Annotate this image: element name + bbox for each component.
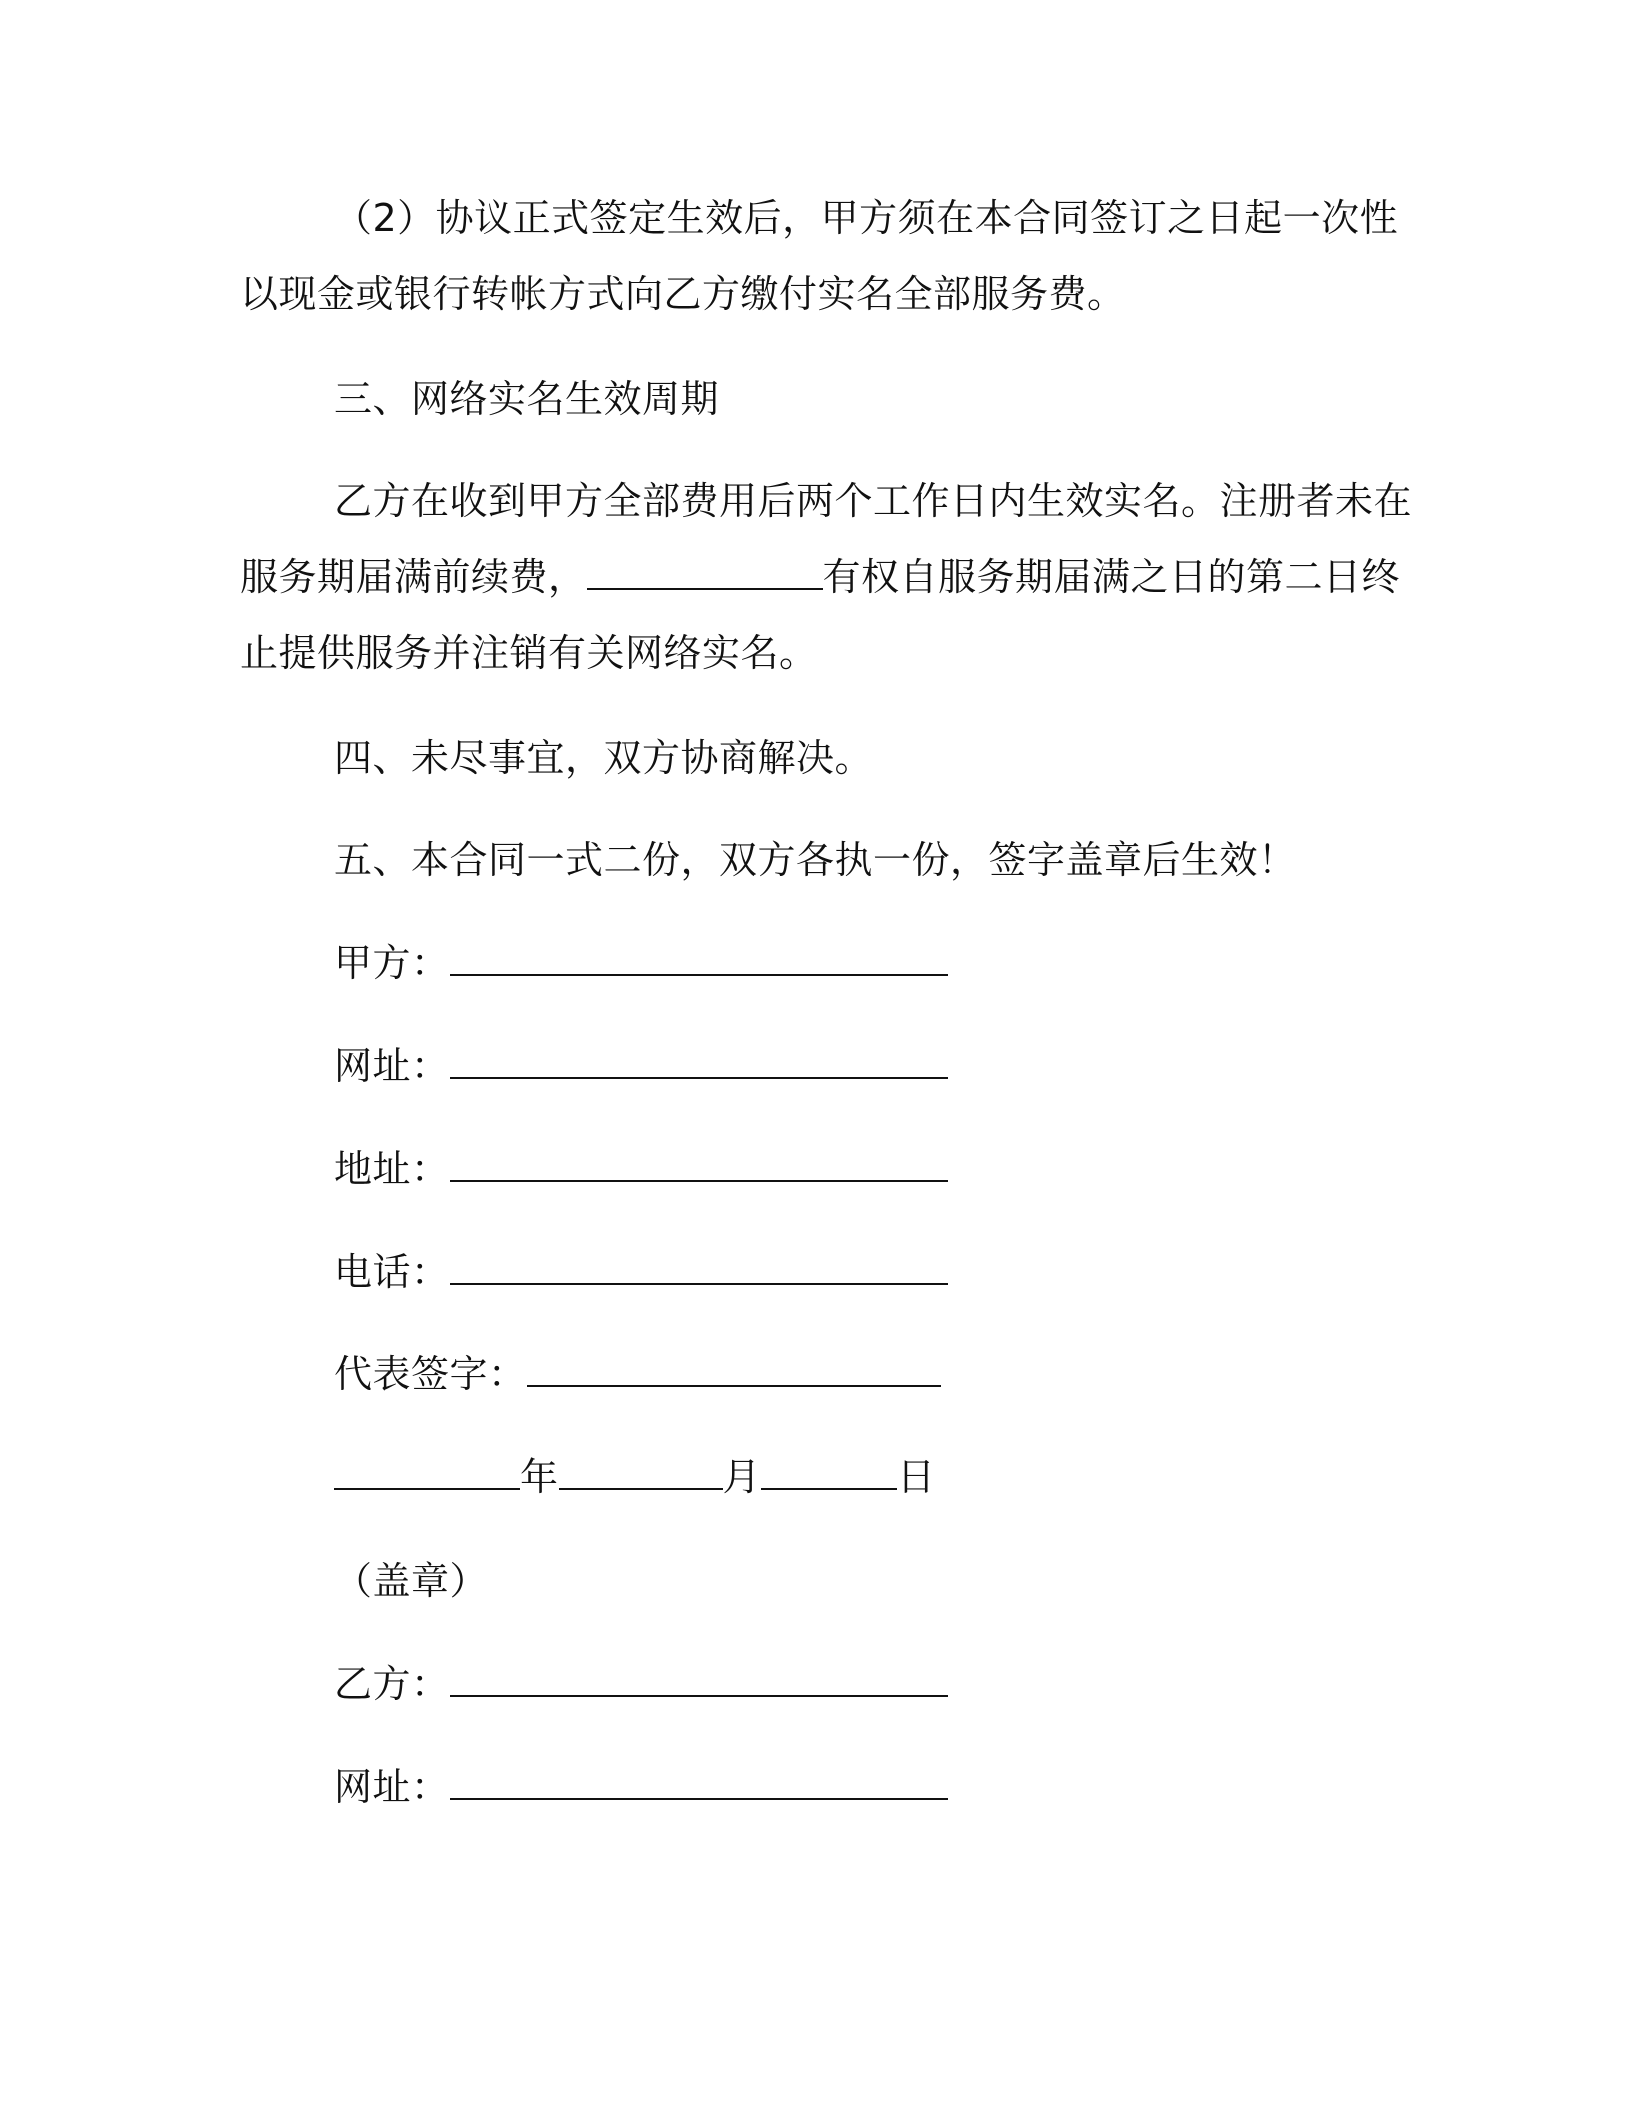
- section-5: 五、本合同一式二份，双方各执一份，签字盖章后生效！: [334, 838, 1297, 882]
- party-b-website-label: 网址：: [334, 1765, 450, 1809]
- section-3-para-line2: [240, 553, 1400, 601]
- section-3-para-line2-before: 服务期届满前续费，: [240, 555, 587, 599]
- section-3-heading: 三、网络实名生效周期: [334, 377, 720, 421]
- party-a-blank[interactable]: [450, 944, 948, 976]
- section-3-para-line3: 止提供服务并注销有关网络实名。: [240, 631, 818, 675]
- party-b-label: 乙方：: [334, 1662, 450, 1706]
- section-3-para-line1: 乙方在收到甲方全部费用后两个工作日内生效实名。注册者未在: [334, 479, 1413, 523]
- clause-2-2-line2: 以现金或银行转帐方式向乙方缴付实名全部服务费。: [240, 272, 1126, 316]
- party-a-website-blank[interactable]: [450, 1047, 948, 1079]
- party-a-phone-label: 电话：: [334, 1250, 450, 1294]
- year-label: 年: [520, 1455, 559, 1499]
- party-a-date-row: [334, 1453, 936, 1501]
- clause-2-2-line1: （2）协议正式签定生效后，甲方须在本合同签订之日起一次性: [334, 196, 1399, 240]
- section-4: 四、未尽事宜，双方协商解决。: [334, 736, 874, 780]
- party-a-address-blank[interactable]: [450, 1150, 948, 1182]
- party-b-blank[interactable]: [450, 1665, 948, 1697]
- party-b-website-row: [334, 1763, 948, 1811]
- party-b-website-blank[interactable]: [450, 1768, 948, 1800]
- party-a-phone-row: [334, 1248, 948, 1296]
- party-a-website-row: [334, 1042, 948, 1090]
- party-a-signature-label: 代表签字：: [334, 1352, 527, 1396]
- month-label: 月: [722, 1455, 762, 1499]
- party-a-address-label: 地址：: [334, 1147, 450, 1191]
- party-b-row: [334, 1660, 948, 1708]
- year-blank[interactable]: [334, 1458, 520, 1490]
- day-blank[interactable]: [761, 1458, 897, 1490]
- party-a-signature-blank[interactable]: [527, 1355, 941, 1387]
- party-a-phone-blank[interactable]: [450, 1253, 948, 1285]
- section-3-para-line2-after: 有权自服务期届满之日的第二日终: [822, 555, 1401, 599]
- renewal-party-blank[interactable]: [587, 558, 823, 590]
- party-a-address-row: [334, 1145, 948, 1193]
- party-a-signature-row: [334, 1350, 941, 1398]
- day-label: 日: [897, 1455, 936, 1499]
- seal-label: （盖章）: [334, 1559, 489, 1603]
- party-a-website-label: 网址：: [334, 1044, 450, 1088]
- party-a-label: 甲方：: [334, 941, 450, 985]
- party-a-row: [334, 939, 948, 987]
- month-blank[interactable]: [559, 1458, 723, 1490]
